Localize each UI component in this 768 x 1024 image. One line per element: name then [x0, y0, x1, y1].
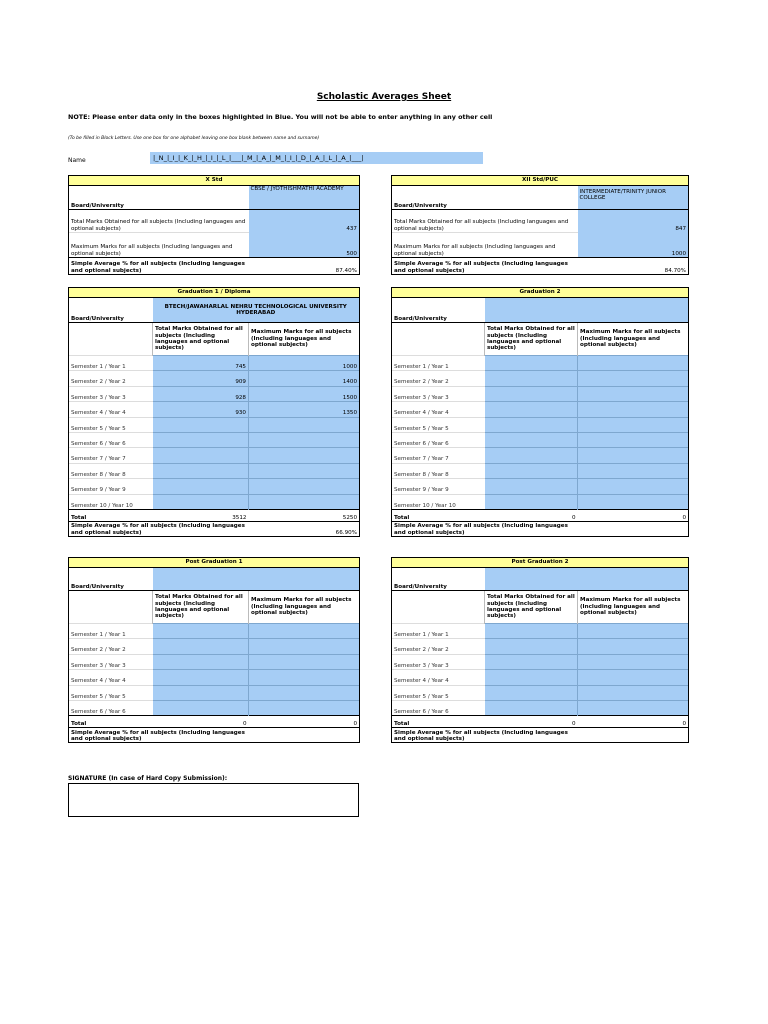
graduation2-max-total-value: 0: [578, 509, 689, 521]
graduation2-semester-max-input[interactable]: [578, 432, 689, 447]
xii-std-total-label: Total Marks Obtained for all subjects (Including languages and optional subjects): [392, 210, 578, 233]
xii-std-total-input[interactable]: 847: [578, 210, 689, 233]
x-std-total-label: Total Marks Obtained for all subjects (Including languages and optional subjects): [69, 210, 249, 233]
postgrad2-semester-total-input[interactable]: [485, 624, 578, 639]
graduation1-max-total-value: 5250: [249, 509, 360, 521]
postgrad2-total-label: Total: [392, 716, 485, 728]
xii-std-average-label: Simple Average % for all subjects (Including languages and optional subjects): [392, 258, 578, 275]
postgrad2-average-value: [578, 728, 689, 743]
graduation1-semester-max-input[interactable]: [249, 479, 360, 494]
postgrad1-max-total-value: 0: [249, 716, 360, 728]
postgrad1-semester-label: Semester 3 / Year 3: [69, 654, 153, 669]
page-title: Scholastic Averages Sheet: [316, 92, 452, 102]
graduation2-board-input[interactable]: [485, 298, 689, 323]
graduation1-semester-total-input[interactable]: 928: [153, 386, 249, 401]
graduation1-semester-row: [69, 448, 360, 463]
postgrad1-board-input[interactable]: [153, 568, 360, 591]
postgrad2-semester-label: Semester 1 / Year 1: [392, 624, 485, 639]
postgrad2-max-total-value: 0: [578, 716, 689, 728]
graduation1-average-label: Simple Average % for all subjects (Including languages and optional subjects): [69, 521, 249, 536]
graduation2-semester-row: [392, 356, 689, 371]
signature-label: SIGNATURE (In case of Hard Copy Submission):: [68, 775, 228, 782]
instructions-note: NOTE: Please enter data only in the boxes highlighted in Blue. You will not be able to enter anything in any other cell: [68, 113, 493, 121]
graduation2-header: Graduation 2: [392, 288, 689, 298]
graduation1-semester-total-input[interactable]: 909: [153, 371, 249, 386]
postgrad2-semester-total-input[interactable]: [485, 639, 578, 654]
x-std-average-value: 87.40%: [249, 258, 360, 275]
graduation2-semester-max-input[interactable]: [578, 479, 689, 494]
postgrad1-semester-row: [69, 639, 360, 654]
postgrad1-average-value: [249, 728, 360, 743]
graduation1-semester-max-input[interactable]: [249, 494, 360, 509]
graduation2-semester-row: [392, 463, 689, 478]
graduation1-semester-label: Semester 3 / Year 3: [69, 386, 153, 401]
x-std-board-input[interactable]: CBSE / JYOTHISHMATHI ACADEMY: [249, 186, 360, 210]
graduation2-semester-label: Semester 7 / Year 7: [392, 448, 485, 463]
x-std-average-label: Simple Average % for all subjects (Including languages and optional subjects): [69, 258, 249, 275]
graduation1-semester-total-input[interactable]: [153, 494, 249, 509]
postgrad2-semester-total-input[interactable]: [485, 654, 578, 669]
graduation1-semester-row: [69, 479, 360, 494]
graduation2-semester-max-input[interactable]: [578, 402, 689, 417]
graduation2-semester-label: Semester 3 / Year 3: [392, 386, 485, 401]
postgrad2-semester-max-input[interactable]: [578, 639, 689, 654]
postgrad1-semester-total-input[interactable]: [153, 700, 249, 715]
postgrad1-header: Post Graduation 1: [69, 558, 360, 568]
graduation1-semester-label: Semester 5 / Year 5: [69, 417, 153, 432]
graduation2-semester-label: Semester 10 / Year 10: [392, 494, 485, 509]
xii-std-max-label: Maximum Marks for all subjects (Including languages and optional subjects): [392, 233, 578, 258]
postgrad2-semester-max-input[interactable]: [578, 670, 689, 685]
x-std-total-input[interactable]: 437: [249, 210, 360, 233]
postgrad2-semester-row: [392, 700, 689, 715]
graduation2-semester-max-input[interactable]: [578, 371, 689, 386]
name-input[interactable]: |_N_|_I_|_K_|_H_|_I_|_L_|___|_M_|_A_|_M_|_I_|_D_|_A_|_L_|_A_|___|: [150, 152, 483, 164]
graduation2-semester-total-input[interactable]: [485, 402, 578, 417]
graduation2-col-max-header: Maximum Marks for all subjects (Including languages and optional subjects): [578, 323, 689, 356]
graduation2-semester-label: Semester 2 / Year 2: [392, 371, 485, 386]
postgrad1-semester-max-input[interactable]: [249, 685, 360, 700]
postgrad2-semester-label: Semester 4 / Year 4: [392, 670, 485, 685]
postgrad1-semester-total-input[interactable]: [153, 670, 249, 685]
graduation1-semester-label: Semester 6 / Year 6: [69, 432, 153, 447]
graduation2-semester-label: Semester 4 / Year 4: [392, 402, 485, 417]
graduation1-semester-total-input[interactable]: [153, 463, 249, 478]
xii-std-board-label: Board/University: [392, 186, 578, 210]
graduation2-semester-label: Semester 5 / Year 5: [392, 417, 485, 432]
postgrad1-total-value: 0: [153, 716, 249, 728]
postgrad1-table: [68, 557, 360, 743]
graduation1-semester-label: Semester 8 / Year 8: [69, 463, 153, 478]
graduation1-semester-max-input[interactable]: 1350: [249, 402, 360, 417]
postgrad1-semester-row: [69, 624, 360, 639]
graduation1-col-max-header: Maximum Marks for all subjects (Including languages and optional subjects): [249, 323, 360, 356]
graduation1-semester-row: [69, 371, 360, 386]
x-std-max-label: Maximum Marks for all subjects (Including languages and optional subjects): [69, 233, 249, 258]
graduation2-semester-row: [392, 448, 689, 463]
postgrad1-total-label: Total: [69, 716, 153, 728]
graduation2-semester-total-input[interactable]: [485, 494, 578, 509]
graduation2-semester-total-input[interactable]: [485, 371, 578, 386]
graduation2-semester-label: Semester 1 / Year 1: [392, 356, 485, 371]
graduation2-total-value: 0: [485, 509, 578, 521]
graduation1-semester-max-input[interactable]: 1500: [249, 386, 360, 401]
graduation2-semester-total-input[interactable]: [485, 479, 578, 494]
postgrad2-semester-total-input[interactable]: [485, 685, 578, 700]
graduation1-semester-row: [69, 356, 360, 371]
postgrad2-semester-row: [392, 654, 689, 669]
postgrad2-semester-total-input[interactable]: [485, 670, 578, 685]
graduation1-semester-max-input[interactable]: 1400: [249, 371, 360, 386]
graduation1-semester-max-input[interactable]: 1000: [249, 356, 360, 371]
graduation1-semester-row: [69, 463, 360, 478]
postgrad2-semester-total-input[interactable]: [485, 700, 578, 715]
postgrad2-table: [391, 557, 689, 743]
graduation2-semester-max-input[interactable]: [578, 356, 689, 371]
postgrad1-semester-total-input[interactable]: [153, 654, 249, 669]
postgrad1-semester-label: Semester 6 / Year 6: [69, 700, 153, 715]
graduation2-semester-label: Semester 8 / Year 8: [392, 463, 485, 478]
graduation1-semester-max-input[interactable]: [249, 417, 360, 432]
postgrad1-semester-total-input[interactable]: [153, 639, 249, 654]
postgrad1-semester-label: Semester 1 / Year 1: [69, 624, 153, 639]
graduation2-semester-total-input[interactable]: [485, 463, 578, 478]
graduation2-semester-label: Semester 6 / Year 6: [392, 432, 485, 447]
graduation2-total-label: Total: [392, 509, 485, 521]
graduation1-semester-row: [69, 494, 360, 509]
x-std-board-label: Board/University: [69, 186, 249, 210]
postgrad1-semester-label: Semester 4 / Year 4: [69, 670, 153, 685]
graduation1-semester-total-input[interactable]: [153, 448, 249, 463]
graduation2-semester-row: [392, 417, 689, 432]
graduation2-semester-label: Semester 9 / Year 9: [392, 479, 485, 494]
graduation2-semester-max-input[interactable]: [578, 417, 689, 432]
postgrad1-semester-total-input[interactable]: [153, 685, 249, 700]
graduation1-board-label: Board/University: [69, 298, 153, 323]
graduation1-semester-max-input[interactable]: [249, 432, 360, 447]
graduation2-semester-row: [392, 432, 689, 447]
graduation1-board-input[interactable]: BTECH/JAWAHARLAL NEHRU TECHNOLOGICAL UNIVERSITY HYDERABAD: [153, 298, 360, 323]
graduation1-semester-total-input[interactable]: [153, 479, 249, 494]
postgrad1-semester-max-input[interactable]: [249, 670, 360, 685]
postgrad1-col-total-header: Total Marks Obtained for all subjects (Including languages and optional subjects): [153, 591, 249, 624]
xii-std-max-input[interactable]: 1000: [578, 233, 689, 258]
graduation2-semester-max-input[interactable]: [578, 463, 689, 478]
x-std-table: [68, 175, 360, 275]
graduation2-semester-row: [392, 386, 689, 401]
graduation1-average-value: 66.90%: [249, 521, 360, 536]
graduation1-header: Graduation 1 / Diploma: [69, 288, 360, 298]
postgrad1-semester-row: [69, 685, 360, 700]
postgrad2-semester-row: [392, 624, 689, 639]
graduation2-board-label: Board/University: [392, 298, 485, 323]
graduation1-semester-row: [69, 402, 360, 417]
name-instruction: (To be filled in Block Letters. Use one box for one alphabet leaving one box blank between name and surname): [68, 136, 320, 141]
postgrad2-average-label: Simple Average % for all subjects (Including languages and optional subjects): [392, 728, 578, 743]
xii-std-average-value: 84.70%: [578, 258, 689, 275]
graduation1-semester-total-input[interactable]: [153, 417, 249, 432]
postgrad2-col-total-header: Total Marks Obtained for all subjects (Including languages and optional subjects): [485, 591, 578, 624]
postgrad2-semester-row: [392, 685, 689, 700]
graduation1-col-total-header: Total Marks Obtained for all subjects (Including languages and optional subjects): [153, 323, 249, 356]
graduation2-semester-max-input[interactable]: [578, 448, 689, 463]
xii-std-header: XII Std/PUC: [392, 176, 689, 186]
graduation1-semester-label: Semester 7 / Year 7: [69, 448, 153, 463]
postgrad1-semester-row: [69, 670, 360, 685]
postgrad2-semester-row: [392, 670, 689, 685]
postgrad2-total-value: 0: [485, 716, 578, 728]
postgrad1-semester-row: [69, 654, 360, 669]
graduation1-semester-label: Semester 9 / Year 9: [69, 479, 153, 494]
postgrad1-semester-label: Semester 2 / Year 2: [69, 639, 153, 654]
graduation2-table: [391, 287, 689, 537]
graduation1-semester-total-input[interactable]: 745: [153, 356, 249, 371]
postgrad1-semester-max-input[interactable]: [249, 624, 360, 639]
postgrad2-semester-max-input[interactable]: [578, 624, 689, 639]
postgrad1-col-max-header: Maximum Marks for all subjects (Including languages and optional subjects): [249, 591, 360, 624]
graduation2-average-value: [578, 521, 689, 536]
graduation1-semester-row: [69, 386, 360, 401]
postgrad2-board-input[interactable]: [485, 568, 689, 591]
graduation2-semester-total-input[interactable]: [485, 417, 578, 432]
graduation1-semester-total-input[interactable]: [153, 432, 249, 447]
graduation1-semester-row: [69, 417, 360, 432]
postgrad2-semester-row: [392, 639, 689, 654]
graduation1-total-label: Total: [69, 509, 153, 521]
graduation2-semester-row: [392, 371, 689, 386]
postgrad2-semester-label: Semester 3 / Year 3: [392, 654, 485, 669]
graduation2-semester-max-input[interactable]: [578, 494, 689, 509]
postgrad1-board-label: Board/University: [69, 568, 153, 591]
postgrad2-semester-label: Semester 6 / Year 6: [392, 700, 485, 715]
graduation2-semester-row: [392, 479, 689, 494]
graduation2-semester-row: [392, 494, 689, 509]
graduation2-semester-row: [392, 402, 689, 417]
graduation1-total-value: 3512: [153, 509, 249, 521]
postgrad1-semester-max-input[interactable]: [249, 654, 360, 669]
graduation1-semester-label: Semester 1 / Year 1: [69, 356, 153, 371]
postgrad2-board-label: Board/University: [392, 568, 485, 591]
graduation1-semester-label: Semester 2 / Year 2: [69, 371, 153, 386]
graduation1-semester-total-input[interactable]: 930: [153, 402, 249, 417]
graduation2-semester-total-input[interactable]: [485, 356, 578, 371]
x-std-max-input[interactable]: 500: [249, 233, 360, 258]
postgrad2-semester-max-input[interactable]: [578, 654, 689, 669]
graduation1-semester-max-input[interactable]: [249, 463, 360, 478]
postgrad2-semester-label: Semester 2 / Year 2: [392, 639, 485, 654]
postgrad1-semester-max-input[interactable]: [249, 639, 360, 654]
graduation1-semester-label: Semester 10 / Year 10: [69, 494, 153, 509]
name-label: Name: [68, 157, 86, 164]
graduation1-semester-label: Semester 4 / Year 4: [69, 402, 153, 417]
postgrad2-header: Post Graduation 2: [392, 558, 689, 568]
postgrad2-semester-max-input[interactable]: [578, 700, 689, 715]
graduation2-semester-total-input[interactable]: [485, 386, 578, 401]
x-std-header: X Std: [69, 176, 360, 186]
signature-box[interactable]: [68, 783, 359, 817]
xii-std-table: [391, 175, 689, 275]
postgrad1-average-label: Simple Average % for all subjects (Including languages and optional subjects): [69, 728, 249, 743]
graduation2-semester-max-input[interactable]: [578, 386, 689, 401]
postgrad1-semester-total-input[interactable]: [153, 624, 249, 639]
graduation1-semester-row: [69, 432, 360, 447]
xii-std-board-input[interactable]: INTERMEDIATE/TRINITY JUNIOR COLLEGE: [578, 186, 689, 210]
postgrad1-semester-max-input[interactable]: [249, 700, 360, 715]
postgrad2-semester-max-input[interactable]: [578, 685, 689, 700]
postgrad2-col-max-header: Maximum Marks for all subjects (Including languages and optional subjects): [578, 591, 689, 624]
graduation1-table: [68, 287, 360, 537]
graduation2-average-label: Simple Average % for all subjects (Including languages and optional subjects): [392, 521, 578, 536]
graduation2-col-total-header: Total Marks Obtained for all subjects (Including languages and optional subjects): [485, 323, 578, 356]
graduation1-semester-max-input[interactable]: [249, 448, 360, 463]
postgrad1-semester-row: [69, 700, 360, 715]
graduation2-semester-total-input[interactable]: [485, 432, 578, 447]
postgrad1-semester-label: Semester 5 / Year 5: [69, 685, 153, 700]
postgrad2-semester-label: Semester 5 / Year 5: [392, 685, 485, 700]
graduation2-semester-total-input[interactable]: [485, 448, 578, 463]
